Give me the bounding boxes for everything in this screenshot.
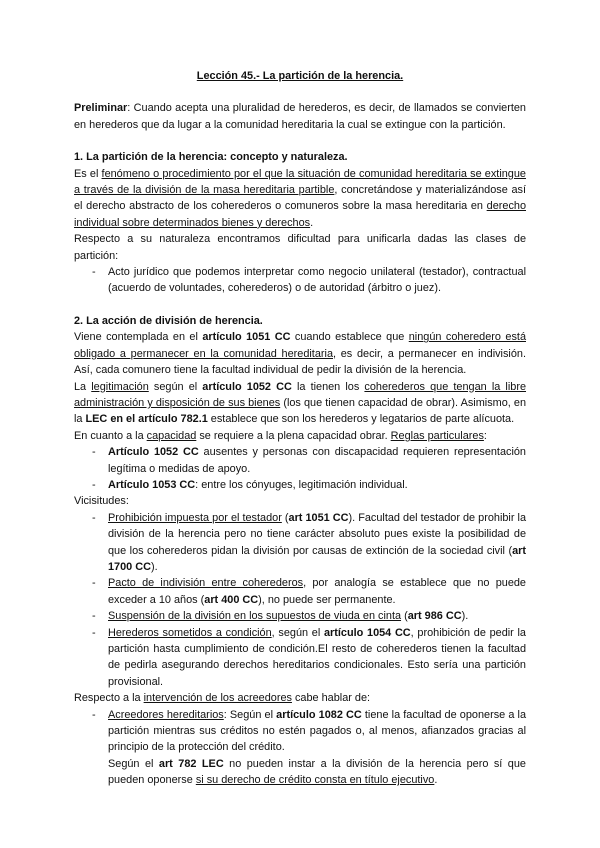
list-item: - Pacto de indivisión entre coherederos, por analogía se establece que no puede exceder a 10 años (art 400 CC), no puede ser permanente. [74,575,526,608]
preliminary-label: Preliminar [74,102,128,115]
section-1-definition: Es el fenómeno o procedimiento por el que la situación de comunidad hereditaria se extingue a través de la división de la masa hereditaria partible, concretándose y materializándose así el derecho abstracto de los coherederos o comuneros sobre la masa hereditaria en derecho individual sobre determinados bienes y derechos. [74,167,526,229]
list-item: - Prohibición impuesta por el testador (art 1051 CC). Facultad del testador de prohibir la división de la herencia pero no tiene carácter absoluto pues existe la posibilidad de que los coherederos pidan la división por causas de extinción de la sociedad civil (art 1700 CC). [74,510,526,576]
section-2-capacidad: En cuanto a la capacidad se requiere a la plena capacidad obrar. Reglas particulares: [74,429,487,442]
section-1-nature: Respecto a su naturaleza encontramos dificultad para unificarla dadas las clases de partición: [74,233,526,262]
list-item: - Artículo 1053 CC: entre los cónyuges, legitimación individual. [74,477,526,493]
section-2-intro: Viene contemplada en el artículo 1051 CC cuando establece que ningún coheredero está obligado a permanecer en la comunidad hereditaria, es decir, a permanecer en indivisión. Así, cada comunero tiene la facultad individual de pedir la división de la herencia. [74,331,526,377]
preliminary-paragraph: Preliminar: Cuando acepta una pluralidad de herederos, es decir, de llamados se convierten en herederos que da lugar a la comunidad hereditaria la cual se extingue con la partición. [74,102,526,131]
section-1-list [74,264,526,297]
section-2-heading: 2. La acción de división de herencia. [74,314,263,327]
document-page [74,68,526,789]
list-item: - Suspensión de la división en los supuestos de viuda en cinta (art 986 CC). [74,608,526,624]
section-1-heading: 1. La partición de la herencia: concepto y naturaleza. [74,151,348,164]
list-item: - Acreedores hereditarios: Según el artículo 1082 CC tiene la facultad de oponerse a la partición mientras sus créditos no estén pagados o, al menos, afianzados gracias al principio de la protección del crédito. [74,707,526,756]
acreedores-list [74,707,526,756]
acreedores-intro: Respecto a la intervención de los acreedores cabe hablar de: [74,692,371,705]
list-item: - Artículo 1052 CC ausentes y personas con discapacidad requieren representación legítima o medidas de apoyo. [74,444,526,477]
rules-list [74,444,526,493]
list-item: - Herederos sometidos a condición, según el artículo 1054 CC, prohibición de pedir la partición hasta cumplimiento de condición.El resto de coherederos tienen la facultad de pedirla asegurando derechos hereditarios condicionales. Esto sería una partición provisional. [74,625,526,691]
acreedores-note: Según el art 782 LEC no pueden instar a la división de la herencia pero sí que pueden oponerse si su derecho de crédito consta en título ejecutivo. [108,757,526,787]
vicisitudes-label: Vicisitudes: [74,495,129,508]
page-title: Lección 45.- La partición de la herencia. [196,70,404,82]
list-item: - Acto jurídico que podemos interpretar como negocio unilateral (testador), contractual (acuerdo de voluntades, coherederos) o de autoridad (árbitro o juez). [74,264,526,297]
section-2-legitimacion: La legitimación según el artículo 1052 CC la tienen los coherederos que tengan la libre administración y disposición de sus bienes (los que tienen capacidad de obrar). Asimismo, en la LEC en el artículo 782.1 establece que son los herederos y legatarios de parte alícuota. [74,380,527,426]
vicisitudes-list [74,510,526,690]
